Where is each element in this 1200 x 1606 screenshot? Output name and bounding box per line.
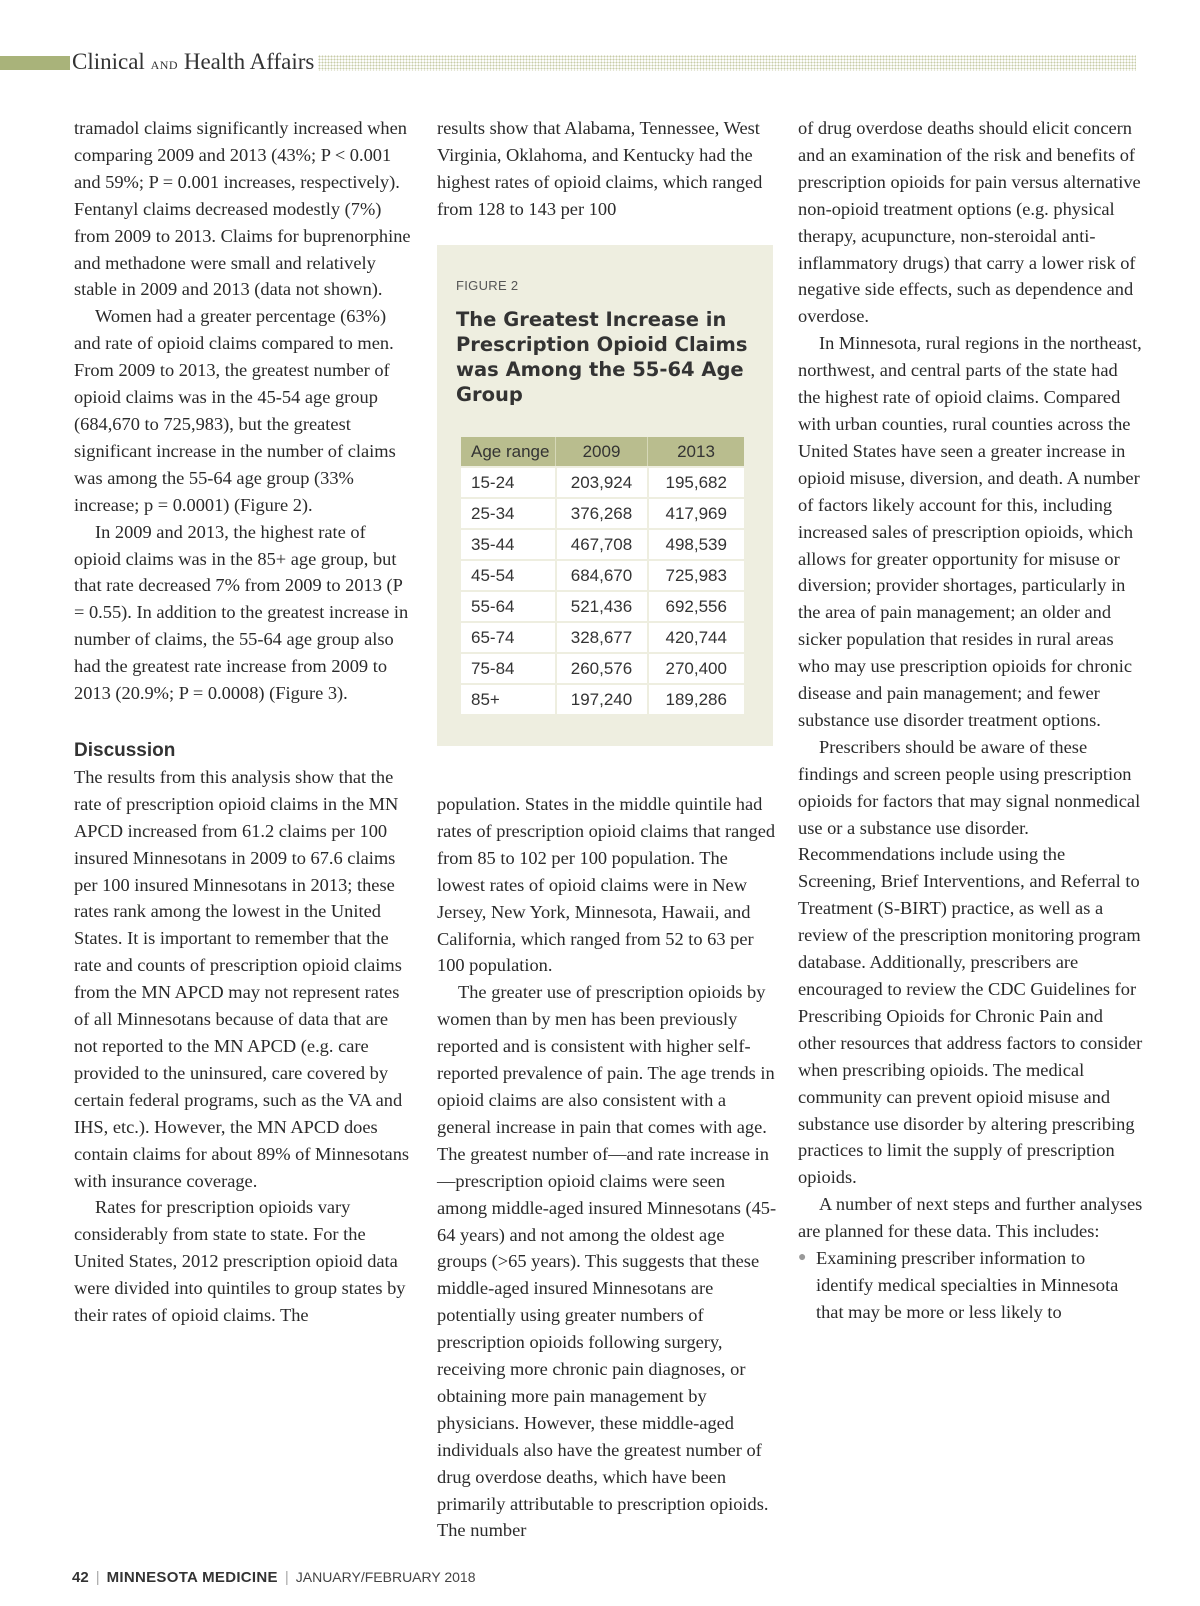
value-2009-cell: 521,436 [556, 591, 648, 622]
value-2013-cell: 417,969 [648, 498, 745, 529]
bullet-item [798, 1245, 1144, 1326]
value-2009-cell: 260,576 [556, 653, 648, 684]
paragraph: Prescribers should be aware of these findings and screen people using prescription opioids for factors that may signal nonmedical use or a substance use disorder. Recommendations include using the Screening, Brief Interventions, and Referral to Treatment (S-BIRT) practice, as well as a review of the prescription monitoring program database. Additionally, prescribers are encouraged to review the CDC Guidelines for Prescribing Opioids for Chronic Pain and other resources that address factors to consider when prescribing opioids. The medical community can prevent opioid misuse and substance use disorder by altering prescribing practices to limit the supply of prescription opioids. [798, 736, 1143, 1188]
value-2013-cell: 498,539 [648, 529, 745, 560]
age-range-cell: 35-44 [461, 529, 556, 560]
header-accent-bar [0, 56, 70, 70]
paragraph: results show that Alabama, Tennessee, West Virginia, Oklahoma, and Kentucky had the highest rates of opioid claims, which ranged from 128 to 143 per 100 [437, 118, 763, 219]
value-2013-cell: 725,983 [648, 560, 745, 591]
value-2009-cell: 197,240 [556, 684, 648, 714]
paragraph: The results from this analysis show that the rate of prescription opioid claims in the MN APCD increased from 61.2 claims per 100 insured Minnesotans in 2009 to 67.6 claims per 100 insured Minnesotans in 2013; these rates rank among the lowest in the United States. It is important to remember that the rate and counts of prescription opioid claims from the MN APCD may not represent rates of all Minnesotans because of data that are not reported to the MN APCD (e.g. care provided to the uninsured, care covered by certain federal programs, such as the VA and IHS, etc.). However, the MN APCD does contain claims for about 89% of Minnesotans with insurance coverage. [74, 766, 410, 1191]
column-header: Age range [461, 437, 556, 467]
paragraph: tramadol claims significantly increased when comparing 2009 and 2013 (43%; P < 0.001 and 59%; P = 0.001 increases, respectively). Fentanyl claims decreased modestly (7%) from 2009 to 2013. Claims for buprenorphine and methadone were small and relatively stable in 2009 and 2013 (data not shown). [74, 118, 411, 300]
figure-label: FIGURE 2 [456, 278, 519, 293]
page-footer [72, 1569, 476, 1586]
section-title-part1: Clinical [72, 49, 145, 74]
value-2009-cell: 376,268 [556, 498, 648, 529]
column-header: 2009 [556, 437, 648, 467]
table-row [461, 467, 744, 498]
age-range-cell: 15-24 [461, 467, 556, 498]
paragraph: In Minnesota, rural regions in the northeast, northwest, and central parts of the state had the highest rate of opioid claims. Compared with urban counties, rural counties across the United States have seen a greater increase in opioid misuse, diversion, and death. A number of factors likely account for this, including increased sales of prescription opioids, which allows for greater opportunity for misuse or diversion; provider shortages, particularly in the area of pain management; an older and sicker population that resides in rural areas who may use prescription opioids for chronic disease and pain management; and fewer substance use disorder treatment options. [798, 333, 1142, 730]
value-2009-cell: 203,924 [556, 467, 648, 498]
value-2013-cell: 270,400 [648, 653, 745, 684]
bullet-dot-icon: ● [798, 1250, 807, 1266]
table-row [461, 529, 744, 560]
age-range-cell: 55-64 [461, 591, 556, 622]
value-2009-cell: 684,670 [556, 560, 648, 591]
discussion-heading: Discussion [74, 739, 176, 761]
table-row [461, 591, 744, 622]
column-header: 2013 [648, 437, 745, 467]
table-row [461, 498, 744, 529]
page-number: 42 [72, 1569, 89, 1586]
paragraph: In 2009 and 2013, the highest rate of opioid claims was in the 85+ age group, but that rate decreased 7% from 2009 to 2013 (P = 0.55). In addition to the greatest increase in number of claims, the 55-64 age group also had the greatest rate increase from 2009 to 2013 (20.9%; P = 0.0008) (Figure 3). [74, 521, 409, 704]
section-title-and: AND [150, 58, 179, 72]
header-dot-pattern [318, 55, 1136, 71]
page-header [0, 49, 1200, 74]
value-2013-cell: 189,286 [648, 684, 745, 714]
footer-separator: | [95, 1569, 100, 1586]
bullet-text: Examining prescriber information to identify medical specialties in Minnesota that may be more or less likely to [816, 1248, 1119, 1322]
table-row [461, 622, 744, 653]
column-1 [74, 115, 411, 1329]
figure-2 [437, 245, 773, 746]
column-3 [798, 115, 1144, 1326]
value-2013-cell: 420,744 [648, 622, 745, 653]
value-2013-cell: 195,682 [648, 467, 745, 498]
paragraph: Rates for prescription opioids vary considerably from state to state. For the United States, 2012 prescription opioid data were divided into quintiles to group states by their rates of opioid claims. The [74, 1197, 406, 1326]
table-row [461, 653, 744, 684]
paragraph: A number of next steps and further analyses are planned for these data. This includes: [798, 1194, 1143, 1242]
section-title [72, 49, 314, 78]
paragraph: population. States in the middle quintile had rates of prescription opioid claims that ranged from 85 to 102 per 100 population. The lowest rates of opioid claims were in New Jersey, New York, Minnesota, Hawaii, and California, which ranged from 52 to 63 per 100 population. [437, 794, 776, 976]
age-range-cell: 45-54 [461, 560, 556, 591]
opioid-claims-table [461, 437, 744, 714]
paragraph: of drug overdose deaths should elicit concern and an examination of the risk and benefits of prescription opioids for pain versus alternative non-opioid treatment options (e.g. physical therapy, acupuncture, non-steroidal anti-inflammatory drugs) that carry a lower risk of negative side effects, such as dependence and overdose. [798, 118, 1141, 327]
table-row [461, 684, 744, 714]
table-row [461, 560, 744, 591]
age-range-cell: 85+ [461, 684, 556, 714]
value-2009-cell: 467,708 [556, 529, 648, 560]
column-2-top [437, 115, 777, 223]
age-range-cell: 65-74 [461, 622, 556, 653]
paragraph: Women had a greater percentage (63%) and rate of opioid claims compared to men. From 2009 to 2013, the greatest number of opioid claims was in the 45-54 age group (684,670 to 725,983), but the greatest significant increase in the number of claims was among the 55-64 age group (33% increase; p = 0.0001) (Figure 2). [74, 306, 396, 515]
section-title-part2: Health Affairs [183, 49, 315, 74]
paragraph: The greater use of prescription opioids by women than by men has been previously reported and is consistent with higher self-reported prevalence of pain. The age trends in opioid claims are also consistent with a general increase in pain that comes with age. The greatest number of—and rate increase in—prescription opioid claims were seen among middle-aged insured Minnesotans (45-64 years) and not among the oldest age groups (>65 years). This suggests that these middle-aged insured Minnesotans are potentially using greater numbers of prescription opioids following surgery, receiving more chronic pain diagnoses, or obtaining more pain management by physicians. However, these middle-aged individuals also have the greatest number of drug overdose deaths, which have been primarily attributable to prescription opioids. The number [437, 982, 777, 1541]
column-2-bottom [437, 791, 777, 1544]
footer-separator: | [284, 1569, 289, 1586]
figure-title: The Greatest Increase in Prescription Opioid Claims was Among the 55-64 Age Group [456, 308, 748, 406]
age-range-cell: 75-84 [461, 653, 556, 684]
value-2013-cell: 692,556 [648, 591, 745, 622]
value-2009-cell: 328,677 [556, 622, 648, 653]
magazine-name: MINNESOTA MEDICINE [106, 1569, 278, 1586]
table-header-row [461, 437, 744, 467]
age-range-cell: 25-34 [461, 498, 556, 529]
issue-date: JANUARY/FEBRUARY 2018 [295, 1569, 476, 1585]
